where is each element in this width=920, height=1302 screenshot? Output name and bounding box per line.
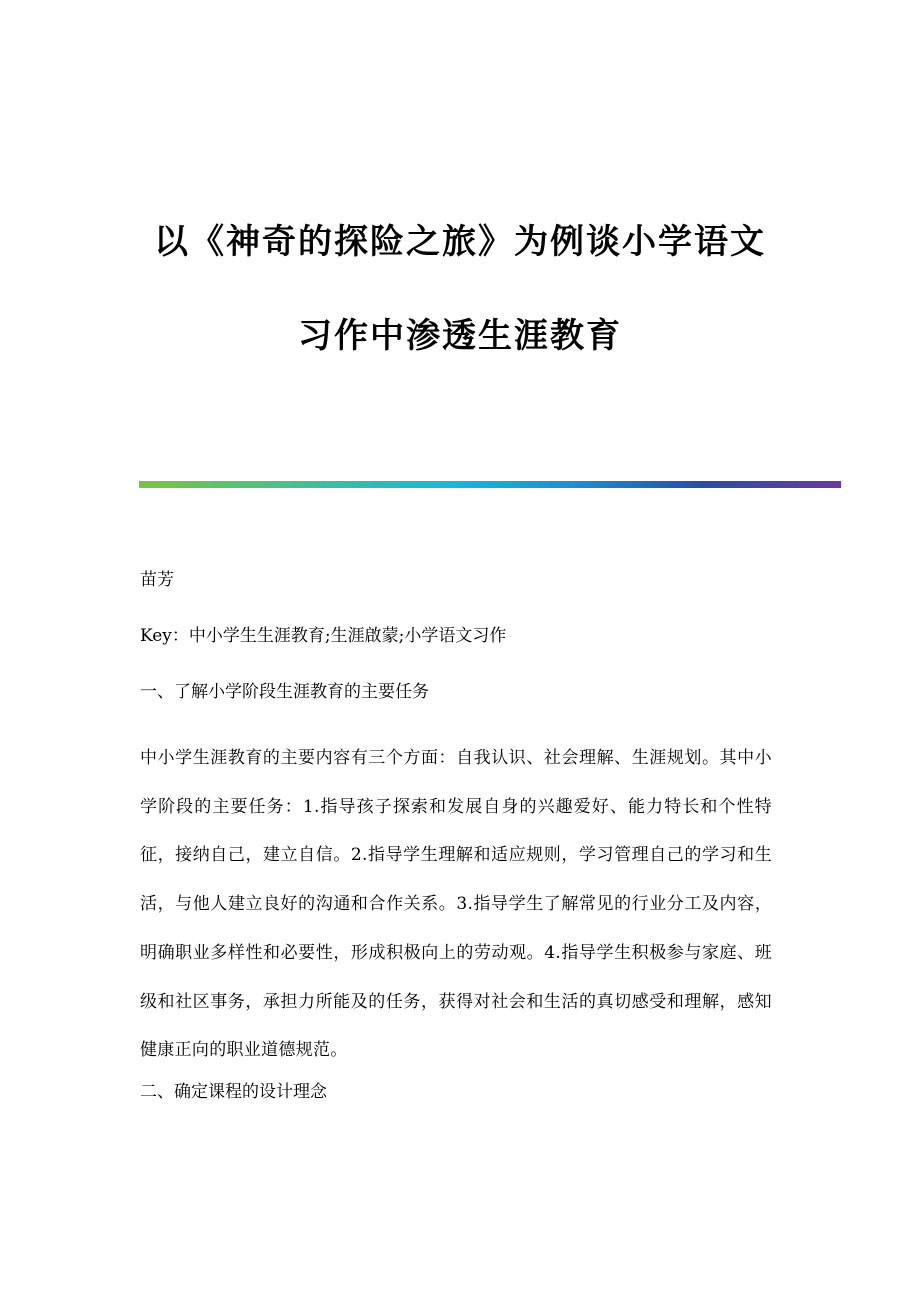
section-2-heading: 二、确定课程的设计理念 bbox=[140, 1082, 327, 1102]
section-1-heading: 一、了解小学阶段生涯教育的主要任务 bbox=[140, 682, 429, 702]
title-divider bbox=[139, 481, 841, 488]
author-name: 苗芳 bbox=[140, 570, 174, 590]
keywords-line: Key：中小学生生涯教育;生涯啟蒙;小学语文习作 bbox=[140, 626, 507, 646]
document-title-line-2: 习作中渗透生涯教育 bbox=[298, 316, 622, 356]
section-1-body: 中小学生涯教育的主要内容有三个方面：自我认识、社会理解、生涯规划。其中小学阶段的主要任务：1.指导孩子探索和发展自身的兴趣爱好、能力特长和个性特征，接纳自己，建立自信。2.指导学生理解和适应规则，学习管理自己的学习和生活，与他人建立良好的沟通和合作关系。3.指导学生了解常见的行业分工及内容，明确职业多样性和必要性，形成积极向上的劳动观。4.指导学生积极参与家庭、班级和社区事务，承担力所能及的任务，获得对社会和生活的真切感受和理解，感知健康正向的职业道德规范。 bbox=[140, 748, 772, 1061]
document-title-line-1: 以《神奇的探险之旅》为例谈小学语文 bbox=[154, 222, 766, 262]
